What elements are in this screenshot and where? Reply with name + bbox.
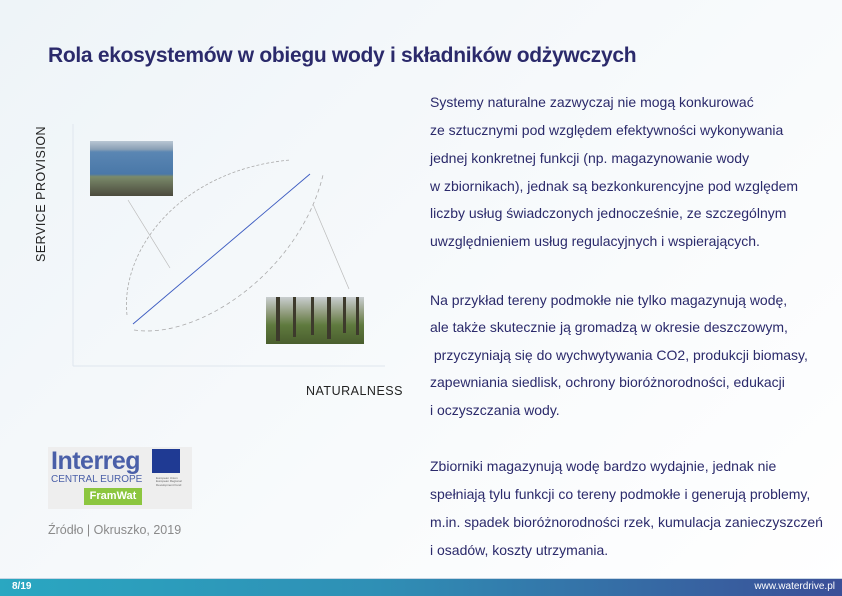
wetland-photo — [266, 297, 364, 344]
eu-flag-icon — [152, 449, 180, 473]
text-line: spełniają tylu funkcji co tereny podmokłe i generują problemy, — [430, 486, 811, 502]
pointer-line-wetland — [313, 204, 349, 289]
text-line: uwzględnieniem usług regulacyjnych i wspierających. — [430, 233, 760, 249]
text-line: liczby usług świadczonych jednocześnie, ze szczególnym — [430, 205, 787, 221]
text-line: m.in. spadek bioróżnorodności rzek, kumulacja zanieczyszczeń — [430, 514, 823, 530]
logo-project: FramWat — [84, 488, 142, 505]
pointer-line-reservoir — [128, 200, 170, 268]
page-number: 8/19 — [12, 581, 32, 592]
logo-brand: Interreg — [51, 447, 141, 475]
interreg-framwat-logo — [48, 447, 192, 509]
reservoir-photo — [90, 141, 173, 196]
text-line: Zbiorniki magazynują wodę bardzo wydajnie, jednak nie — [430, 458, 777, 474]
text-line: Na przykład tereny podmokłe nie tylko magazynują wodę, — [430, 292, 788, 308]
text-line: i osadów, koszty utrzymania. — [430, 542, 609, 558]
x-axis-label: NATURALNESS — [306, 384, 403, 398]
website-link[interactable]: www.waterdrive.pl — [754, 581, 835, 592]
text-line: jednej konkretnej funkcji (np. magazynowanie wody — [430, 150, 750, 166]
text-line: przyczyniają się do wychwytywania CO2, produkcji biomasy, — [430, 347, 808, 363]
text-line: ze sztucznymi pod względem efektywności wykonywania — [430, 122, 784, 138]
logo-region: CENTRAL EUROPE — [51, 474, 143, 485]
text-line: ale także skutecznie ją gromadzą w okresie deszczowym, — [430, 319, 788, 335]
text-line: Systemy naturalne zazwyczaj nie mogą konkurować — [430, 94, 754, 110]
footer-bar — [0, 578, 842, 596]
slide-title: Rola ekosystemów w obiegu wody i składników odżywczych — [48, 44, 637, 67]
logo-eu-text: European Union European Regional Development Fund — [156, 476, 182, 487]
text-line: zapewniania siedlisk, ochrony bioróżnorodności, edukacji — [430, 374, 785, 390]
naturalness-diagram — [0, 0, 420, 400]
text-line: i oczyszczania wody. — [430, 402, 560, 418]
text-line: w zbiornikach), jednak są bezkonkurencyjne pod względem — [430, 178, 799, 194]
source-citation: Źródło | Okruszko, 2019 — [48, 523, 182, 537]
y-axis-label: SERVICE PROVISION — [34, 125, 48, 262]
